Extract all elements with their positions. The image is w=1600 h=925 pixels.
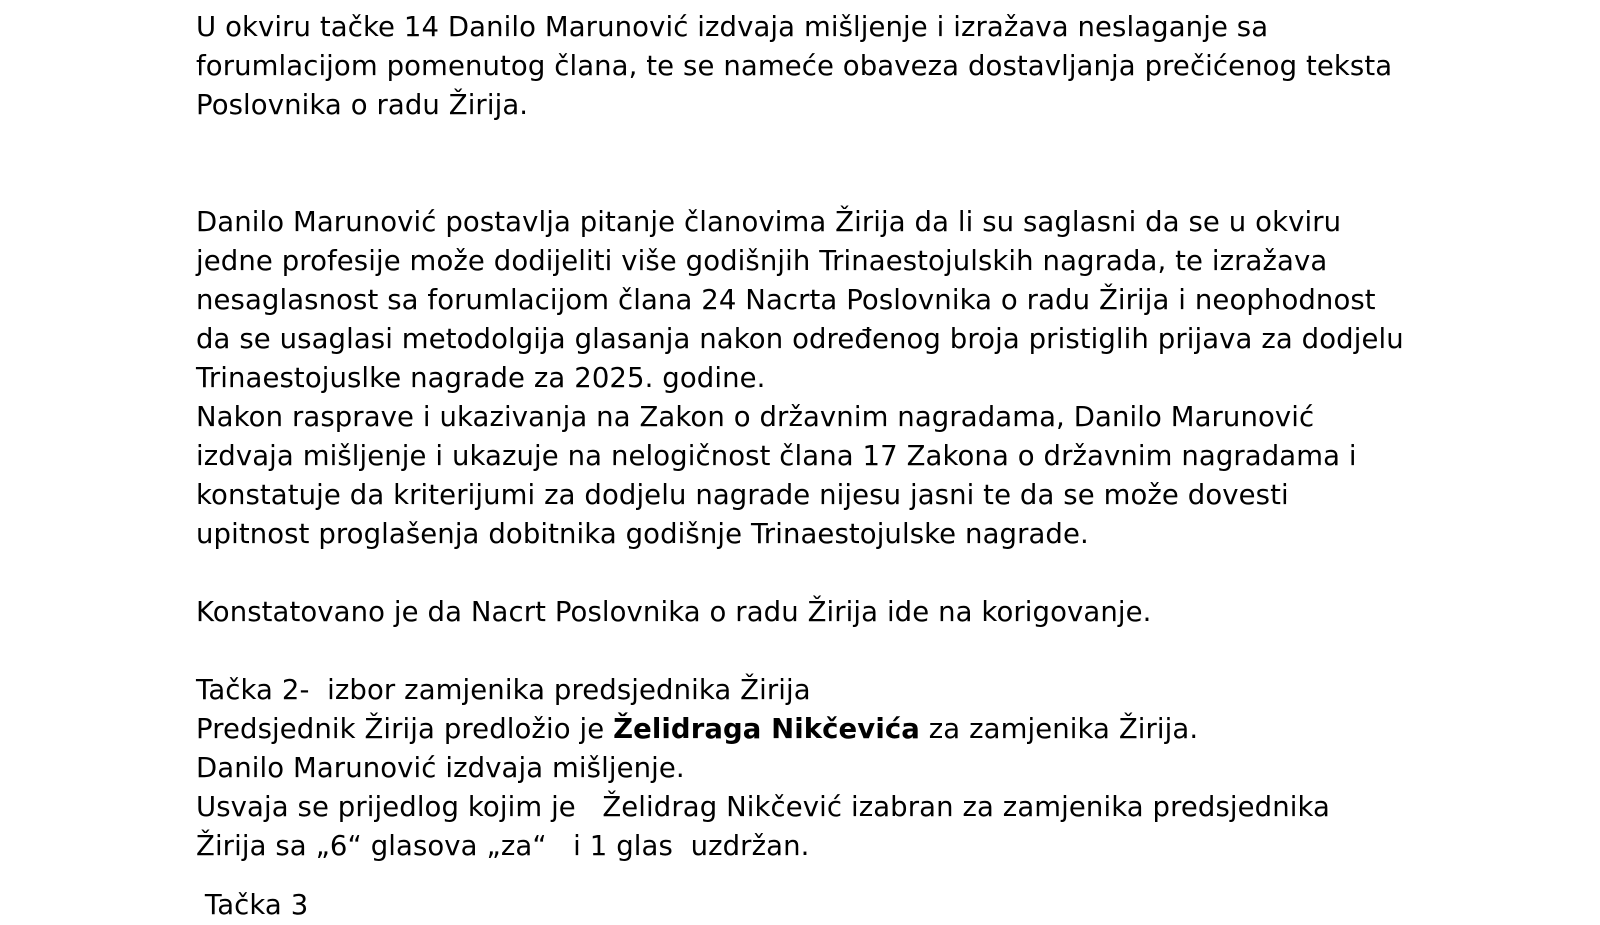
paragraph-1: U okviru tačke 14 Danilo Marunović izdvaja mišljenje i izražava neslaganje sa forumlacijom pomenutog člana, te se nameće obaveza dostavljanja prečićenog teksta Poslovnika o radu Žirija. <box>196 11 1402 121</box>
paragraph-7: Danilo Marunović izdvaja mišljenje. <box>196 752 685 784</box>
paragraph-3: Nakon rasprave i ukazivanja na Zakon o državnim nagradama, Danilo Marunović izdvaja mišljenje i ukazuje na nelogičnost člana 17 Zakona o državnim nagradama i konstatuje da kriterijumi za dodjelu nagrade nijesu jasni te da se može dovesti upitnost proglašenja dobitnika godišnje Trinaestojulske nagrade. <box>196 401 1366 550</box>
paragraph-spacer <box>196 554 1406 593</box>
document-body <box>196 8 1413 921</box>
paragraph-spacer <box>196 632 1406 671</box>
paragraph-6 <box>196 710 1406 749</box>
paragraph-8: Usvaja se prijedlog kojim je Želidrag Nikčević izabran za zamjenika predsjednika Žirija sa „6“ glasova „za“ i 1 glas uzdržan. <box>196 791 1339 862</box>
paragraph-2: Danilo Marunović postavlja pitanje članovima Žirija da li su saglasni da se u okviru jedne profesije može dodijeliti više godišnjih Trinaestojulskih nagrada, te izražava nesaglasnost sa forumlacijom člana 24 Nacrta Poslovnika o radu Žirija i neophodnost da se usaglasi metodolgija glasanja nakon određenog broja pristiglih prijava za dodjelu Trinaestojuslke nagrade za 2025. godine. <box>196 206 1413 394</box>
paragraph-6-suffix: za zamjenika Žirija. <box>919 713 1199 745</box>
paragraph-spacer <box>196 866 1406 886</box>
paragraph-6-prefix: Predsjednik Žirija predložio je <box>196 713 614 745</box>
paragraph-4: Konstatovano je da Nacrt Poslovnika o radu Žirija ide na korigovanje. <box>196 596 1152 628</box>
paragraph-9: Tačka 3 <box>196 889 309 921</box>
paragraph-6-name-bold: Želidraga Nikčevića <box>613 713 920 745</box>
paragraph-spacer <box>196 125 1406 203</box>
paragraph-9-clipped <box>196 886 1406 921</box>
paragraph-5-heading: Tačka 2- izbor zamjenika predsjednika Žirija <box>196 674 811 706</box>
